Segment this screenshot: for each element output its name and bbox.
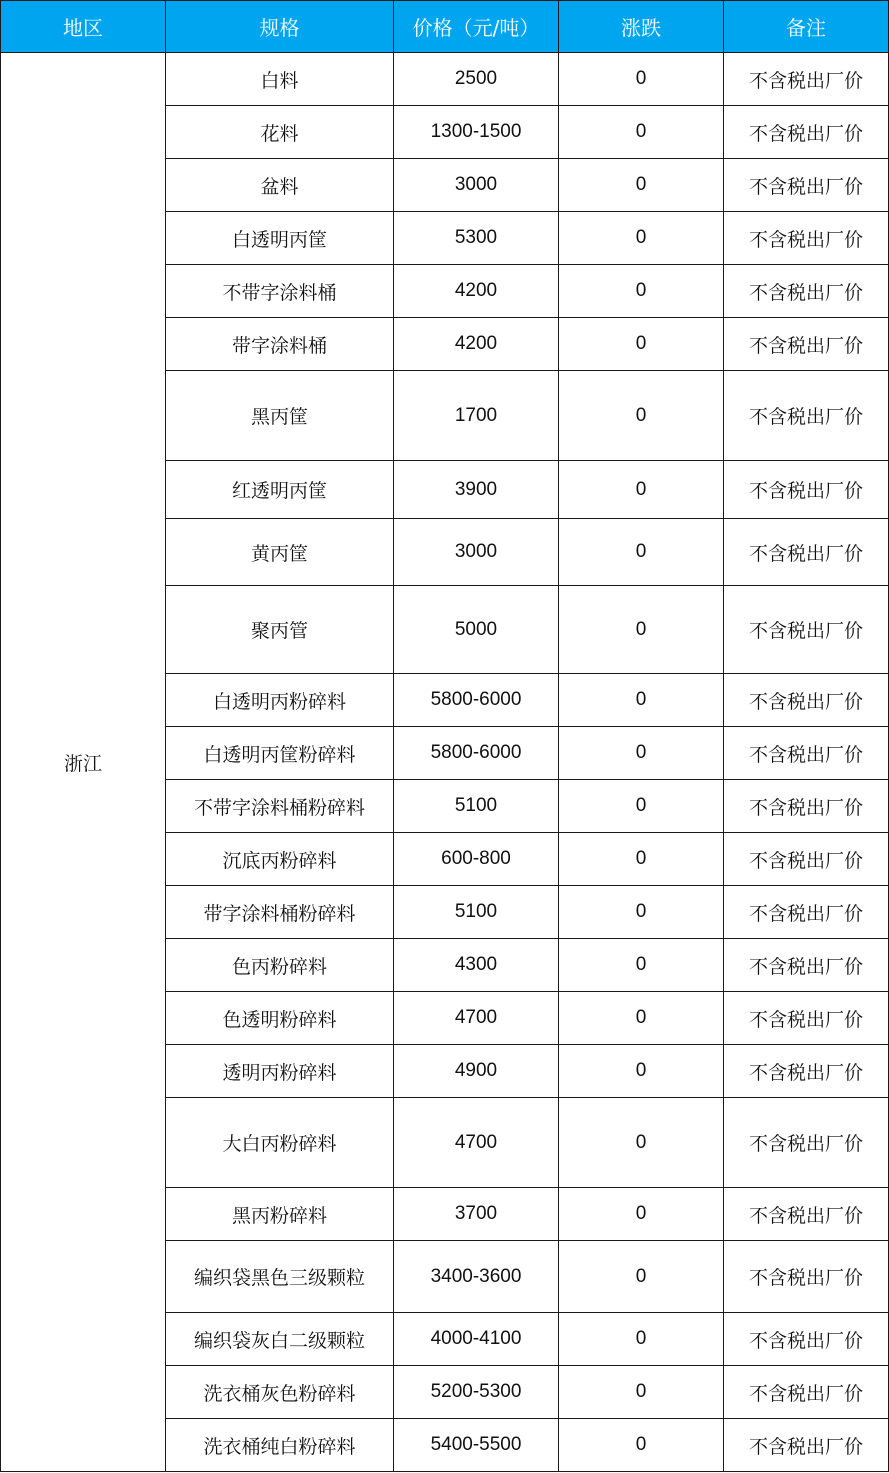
remark-cell: 不含税出厂价 [724, 371, 889, 461]
change-cell: 0 [559, 1098, 724, 1188]
region-cell: 浙江 [1, 53, 166, 1472]
price-cell: 4200 [394, 318, 559, 371]
table-body [1, 53, 889, 1472]
spec-cell: 花料 [166, 106, 394, 159]
price-cell: 5800-6000 [394, 674, 559, 727]
change-cell: 0 [559, 265, 724, 318]
price-cell: 4700 [394, 992, 559, 1045]
spec-cell: 黑丙粉碎料 [166, 1188, 394, 1241]
remark-cell: 不含税出厂价 [724, 727, 889, 780]
remark-cell: 不含税出厂价 [724, 265, 889, 318]
price-cell: 4300 [394, 939, 559, 992]
change-cell: 0 [559, 833, 724, 886]
remark-cell: 不含税出厂价 [724, 212, 889, 265]
spec-cell: 不带字涂料桶粉碎料 [166, 780, 394, 833]
remark-cell: 不含税出厂价 [724, 1241, 889, 1313]
spec-cell: 带字涂料桶 [166, 318, 394, 371]
change-cell: 0 [559, 780, 724, 833]
change-cell: 0 [559, 1241, 724, 1313]
price-cell: 3000 [394, 519, 559, 586]
price-cell: 1300-1500 [394, 106, 559, 159]
header-spec: 规格 [166, 1, 394, 53]
remark-cell: 不含税出厂价 [724, 780, 889, 833]
spec-cell: 白料 [166, 53, 394, 106]
remark-cell: 不含税出厂价 [724, 1366, 889, 1419]
change-cell: 0 [559, 586, 724, 674]
remark-cell: 不含税出厂价 [724, 1188, 889, 1241]
price-cell: 4700 [394, 1098, 559, 1188]
remark-cell: 不含税出厂价 [724, 318, 889, 371]
price-cell: 3400-3600 [394, 1241, 559, 1313]
change-cell: 0 [559, 1313, 724, 1366]
spec-cell: 不带字涂料桶 [166, 265, 394, 318]
spec-cell: 白透明丙筐粉碎料 [166, 727, 394, 780]
price-cell: 3700 [394, 1188, 559, 1241]
remark-cell: 不含税出厂价 [724, 1098, 889, 1188]
table-row [1, 53, 889, 106]
change-cell: 0 [559, 106, 724, 159]
remark-cell: 不含税出厂价 [724, 1419, 889, 1472]
spec-cell: 色透明粉碎料 [166, 992, 394, 1045]
spec-cell: 白透明丙筐 [166, 212, 394, 265]
change-cell: 0 [559, 159, 724, 212]
remark-cell: 不含税出厂价 [724, 159, 889, 212]
change-cell: 0 [559, 886, 724, 939]
price-cell: 5000 [394, 586, 559, 674]
price-cell: 3900 [394, 461, 559, 519]
price-cell: 600-800 [394, 833, 559, 886]
header-region: 地区 [1, 1, 166, 53]
change-cell: 0 [559, 371, 724, 461]
change-cell: 0 [559, 519, 724, 586]
change-cell: 0 [559, 1366, 724, 1419]
price-cell: 5800-6000 [394, 727, 559, 780]
remark-cell: 不含税出厂价 [724, 939, 889, 992]
change-cell: 0 [559, 992, 724, 1045]
header-remark: 备注 [724, 1, 889, 53]
spec-cell: 编织袋黑色三级颗粒 [166, 1241, 394, 1313]
price-cell: 2500 [394, 53, 559, 106]
remark-cell: 不含税出厂价 [724, 53, 889, 106]
spec-cell: 编织袋灰白二级颗粒 [166, 1313, 394, 1366]
spec-cell: 聚丙管 [166, 586, 394, 674]
change-cell: 0 [559, 1045, 724, 1098]
spec-cell: 带字涂料桶粉碎料 [166, 886, 394, 939]
remark-cell: 不含税出厂价 [724, 1313, 889, 1366]
change-cell: 0 [559, 1188, 724, 1241]
spec-cell: 红透明丙筐 [166, 461, 394, 519]
spec-cell: 黑丙筐 [166, 371, 394, 461]
header-change: 涨跌 [559, 1, 724, 53]
remark-cell: 不含税出厂价 [724, 674, 889, 727]
remark-cell: 不含税出厂价 [724, 992, 889, 1045]
change-cell: 0 [559, 318, 724, 371]
price-cell: 1700 [394, 371, 559, 461]
price-cell: 5100 [394, 886, 559, 939]
header-price: 价格（元/吨） [394, 1, 559, 53]
remark-cell: 不含税出厂价 [724, 586, 889, 674]
change-cell: 0 [559, 939, 724, 992]
spec-cell: 透明丙粉碎料 [166, 1045, 394, 1098]
spec-cell: 洗衣桶纯白粉碎料 [166, 1419, 394, 1472]
price-cell: 4900 [394, 1045, 559, 1098]
remark-cell: 不含税出厂价 [724, 461, 889, 519]
remark-cell: 不含税出厂价 [724, 886, 889, 939]
price-cell: 5400-5500 [394, 1419, 559, 1472]
change-cell: 0 [559, 461, 724, 519]
price-cell: 5200-5300 [394, 1366, 559, 1419]
spec-cell: 沉底丙粉碎料 [166, 833, 394, 886]
remark-cell: 不含税出厂价 [724, 833, 889, 886]
price-cell: 3000 [394, 159, 559, 212]
price-cell: 5100 [394, 780, 559, 833]
spec-cell: 洗衣桶灰色粉碎料 [166, 1366, 394, 1419]
change-cell: 0 [559, 727, 724, 780]
price-cell: 5300 [394, 212, 559, 265]
spec-cell: 盆料 [166, 159, 394, 212]
spec-cell: 大白丙粉碎料 [166, 1098, 394, 1188]
change-cell: 0 [559, 674, 724, 727]
remark-cell: 不含税出厂价 [724, 106, 889, 159]
spec-cell: 白透明丙粉碎料 [166, 674, 394, 727]
price-cell: 4200 [394, 265, 559, 318]
remark-cell: 不含税出厂价 [724, 1045, 889, 1098]
spec-cell: 黄丙筐 [166, 519, 394, 586]
change-cell: 0 [559, 1419, 724, 1472]
header-row [1, 1, 889, 53]
change-cell: 0 [559, 53, 724, 106]
price-cell: 4000-4100 [394, 1313, 559, 1366]
change-cell: 0 [559, 212, 724, 265]
spec-cell: 色丙粉碎料 [166, 939, 394, 992]
remark-cell: 不含税出厂价 [724, 519, 889, 586]
